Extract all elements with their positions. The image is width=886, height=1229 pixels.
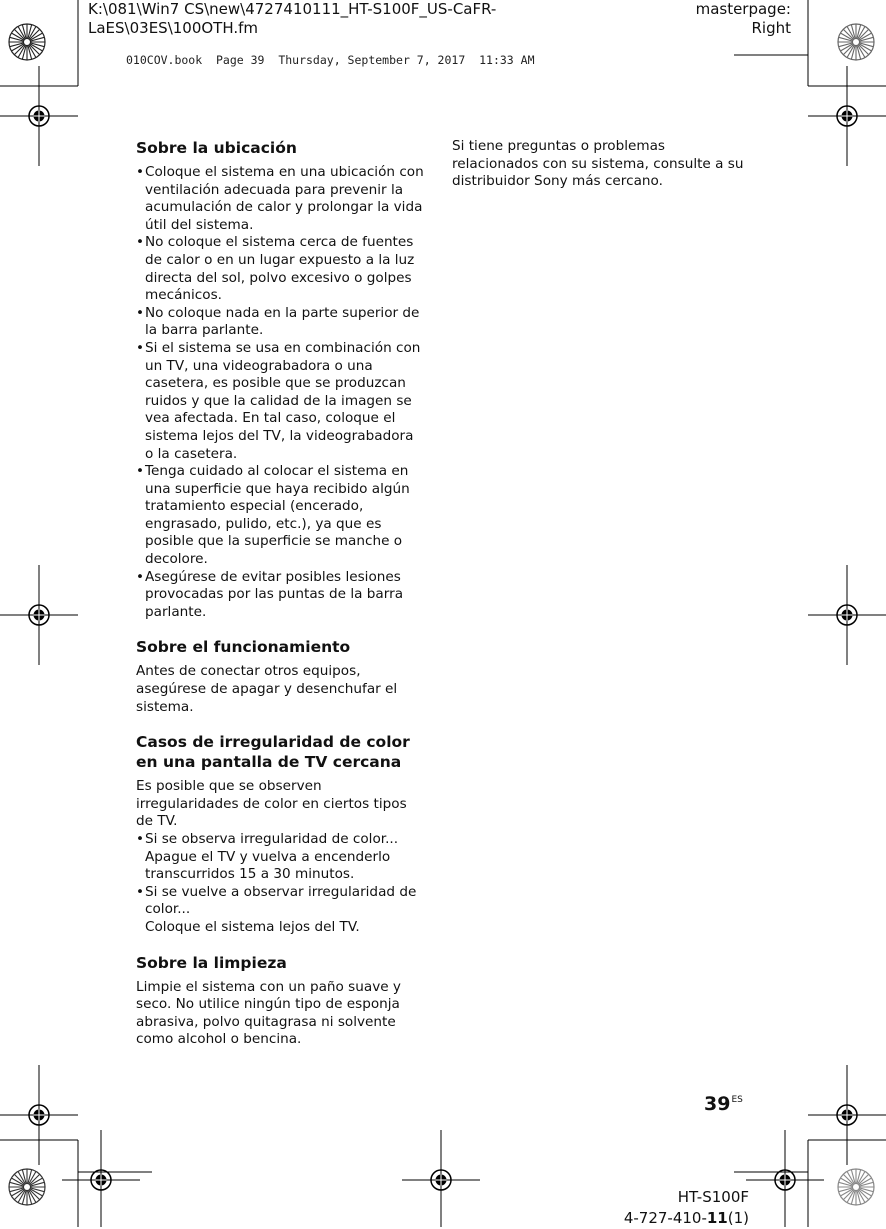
list-item-condition: • Si se observa irregularidad de color...: [145, 831, 399, 847]
masterpage-line-1: masterpage:: [695, 0, 791, 18]
registration-mark: [808, 1065, 886, 1165]
page-lang-suffix: ES: [731, 1095, 743, 1105]
page-number: [704, 1093, 743, 1115]
list-item: • No coloque nada en la parte superior de la barra parlante.: [136, 305, 424, 340]
list-item: • No coloque el sistema cerca de fuentes de calor o en un lugar expuesto a la luz directa del sol, polvo excesivo o golpes mecánicos.: [136, 234, 424, 304]
limpieza-text: Limpie el sistema con un paño suave y seco. No utilice ningún tipo de esponja abrasiva, polvo quitagrasa ni solvente como alcohol o bencina.: [136, 978, 401, 1048]
model-info: [624, 1187, 749, 1229]
list-item: [136, 884, 424, 937]
list-item: • Tenga cuidado al colocar el sistema en una superficie que haya recibido algún tratamiento especial (encerado, engrasado, pulido, etc.), ya que es posible que la superficie se manche o decolore.: [136, 463, 424, 569]
part-number-suffix: (1): [727, 1209, 749, 1227]
registration-mark: [0, 66, 78, 166]
list-item-condition: • Si se vuelve a observar irregularidad de color...: [145, 883, 417, 918]
heading-ubicacion: Sobre la ubicación: [136, 139, 297, 157]
color-wheel-mark: [838, 24, 874, 60]
list-item: • Asegúrese de evitar posibles lesiones provocadas por las puntas de la barra parlante.: [136, 569, 424, 622]
color-wheel-mark: [9, 1169, 45, 1205]
list-item: [136, 831, 424, 884]
file-path-line-2: LaES\03ES\100OTH.fm: [88, 19, 259, 37]
registration-mark: [808, 66, 886, 166]
registration-mark: [402, 1130, 480, 1227]
color-wheel-mark: [9, 24, 45, 60]
registration-mark: [0, 565, 78, 665]
part-number-bold: 11: [706, 1209, 728, 1227]
list-item: • Coloque el sistema en una ubicación con ventilación adecuada para prevenir la acumulación de calor y prolongar la vida útil del sistema.: [136, 164, 424, 234]
book-info-line: 010COV.book Page 39 Thursday, September 7, 2017 11:33 AM: [126, 53, 535, 67]
list-item-action: Apague el TV y vuelva a encenderlo transcurridos 15 a 30 minutos.: [145, 848, 391, 883]
registration-mark: [62, 1130, 140, 1227]
right-column: [452, 138, 752, 191]
part-number: [624, 1208, 749, 1229]
support-text: Si tiene preguntas o problemas relacionados con su sistema, consulte a su distribuidor Sony más cercano.: [452, 138, 744, 190]
registration-mark: [746, 1130, 824, 1227]
ubicacion-list: [136, 164, 424, 621]
masterpage-label: [696, 0, 791, 38]
list-item-action: Coloque el sistema lejos del TV.: [145, 918, 360, 935]
part-number-prefix: 4-727-410-: [623, 1209, 707, 1227]
registration-mark: [808, 565, 886, 665]
registration-mark: [0, 1065, 78, 1165]
irregularidad-text: Es posible que se observen irregularidades de color en ciertos tipos de TV.: [136, 778, 407, 830]
heading-funcionamiento: Sobre el funcionamiento: [136, 638, 351, 657]
funcionamiento-text: Antes de conectar otros equipos, asegúrese de apagar y desenchufar el sistema.: [136, 663, 398, 715]
irregularidad-list: [136, 831, 424, 937]
heading-limpieza: Sobre la limpieza: [136, 953, 287, 972]
heading-irregularidad-color: Casos de irregularidad de color en una pantalla de TV cercana: [136, 733, 410, 772]
left-column: [136, 138, 424, 1049]
color-wheel-mark: [838, 1169, 874, 1205]
masterpage-line-2: Right: [751, 19, 791, 37]
file-path-line-1: K:\081\Win7 CS\new\4727410111_HT-S100F_US-CaFR-: [88, 0, 497, 18]
model-name: HT-S100F: [677, 1188, 749, 1206]
list-item: • Si el sistema se usa en combinación con un TV, una videograbadora o una casetera, es posible que se produzcan ruidos y que la calidad de la imagen se vea afectada. En tal caso, coloque el sistema lejos del TV, la videograbadora o la casetera.: [136, 340, 424, 463]
page-number-value: 39: [704, 1093, 731, 1115]
file-path-header: [88, 0, 518, 38]
